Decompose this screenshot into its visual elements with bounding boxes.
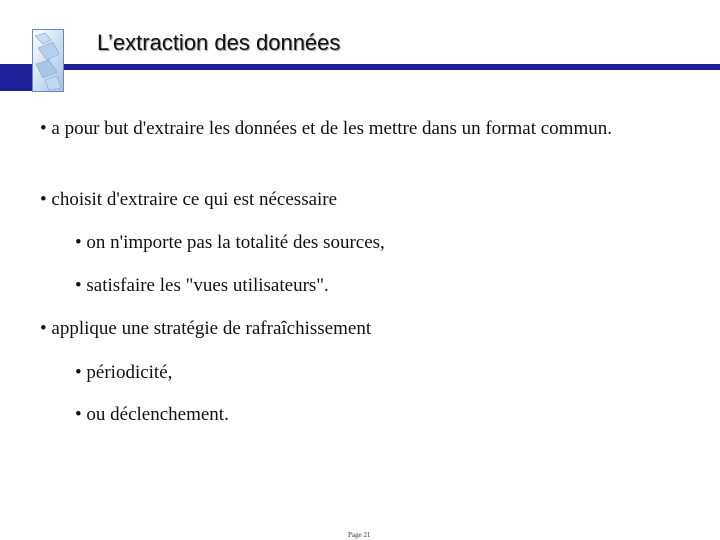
header-accent-block	[0, 64, 34, 91]
header-rule	[0, 64, 720, 70]
logo-icon	[32, 29, 64, 92]
bullet-refresh-strategy: • applique une stratégie de rafraîchissement	[40, 318, 372, 339]
sub-bullet-periodicity: • périodicité,	[75, 362, 173, 383]
sub-bullet-triggering: • ou déclenchement.	[75, 404, 229, 425]
sub-bullet-user-views: • satisfaire les "vues utilisateurs".	[75, 275, 329, 296]
slide-title: L’extraction des données	[97, 30, 341, 55]
sub-bullet-not-all-sources: • on n'importe pas la totalité des sources,	[75, 232, 385, 253]
bullet-extract-purpose: • a pour but d'extraire les données et de les mettre dans un format commun.	[40, 118, 612, 139]
bullet-select-needed: • choisit d'extraire ce qui est nécessaire	[40, 189, 338, 210]
page-number: Page 21	[348, 531, 371, 539]
